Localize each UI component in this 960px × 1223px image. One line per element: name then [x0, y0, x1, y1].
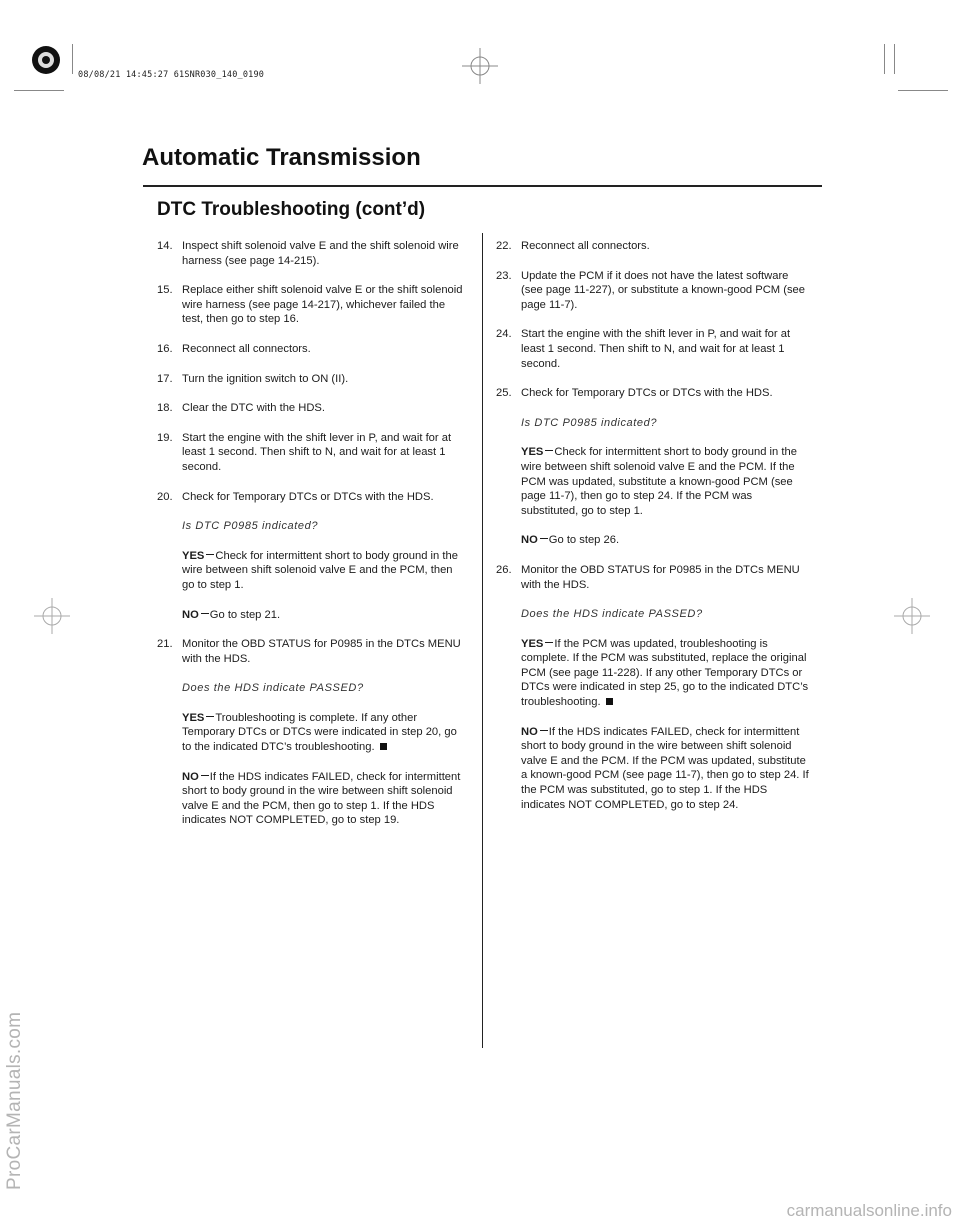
- em-dash: [545, 450, 553, 451]
- answer-no-step-25: [521, 533, 812, 548]
- answer-text: Go to step 26.: [548, 534, 620, 547]
- crosshair-top-icon: [462, 48, 498, 89]
- question-step-25: Is DTC P0985 indicated?: [521, 416, 658, 429]
- step-number: 20.: [157, 490, 173, 503]
- answer-text: Troubleshooting is complete. If any other Temporary DTCs or DTCs were indicated in step 20, go to the indicated DTC’s troubleshooting.: [182, 711, 457, 754]
- step-18: [157, 401, 467, 416]
- step-text: Update the PCM if it does not have the latest software (see page 11-227), or substitute a known-good PCM (see page 11-7).: [521, 269, 805, 311]
- em-dash: [545, 642, 553, 643]
- step-number: 21.: [157, 638, 173, 651]
- header-rule: [143, 185, 822, 187]
- answer-text: Check for intermittent short to body ground in the wire between shift solenoid valve E and the PCM. If the PCM was updated, substitute a known-good PCM (see page 11-7), then go to step 24. If the PCM was substituted, go to step 1.: [521, 446, 797, 517]
- crop-mark: [884, 44, 885, 74]
- question-step-20: Is DTC P0985 indicated?: [182, 520, 319, 533]
- step-20: [157, 490, 467, 505]
- step-text: Check for Temporary DTCs or DTCs with the HDS.: [521, 387, 773, 400]
- step-19: [157, 431, 467, 475]
- em-dash: [201, 775, 209, 776]
- step-15: [157, 283, 467, 327]
- right-column: [496, 239, 812, 827]
- em-dash: [206, 716, 214, 717]
- step-text: Clear the DTC with the HDS.: [182, 402, 325, 415]
- step-text: Monitor the OBD STATUS for P0985 in the DTCs MENU with the HDS.: [182, 638, 461, 665]
- crosshair-right-icon: [894, 598, 930, 639]
- print-stamp: 08/08/21 14:45:27 61SNR030_140_0190: [78, 70, 265, 80]
- page-title: Automatic Transmission: [142, 144, 421, 171]
- step-text: Replace either shift solenoid valve E or the shift solenoid wire harness (see page 14-217), whichever failed the test, then go to step 16.: [182, 284, 463, 326]
- answer-label: YES: [521, 446, 544, 459]
- bottom-watermark: carmanualsonline.info: [786, 1201, 952, 1220]
- em-dash: [540, 538, 548, 539]
- step-21: [157, 637, 467, 666]
- step-text: Check for Temporary DTCs or DTCs with the HDS.: [182, 490, 434, 503]
- crop-mark: [898, 90, 948, 91]
- answer-label: NO: [182, 770, 199, 783]
- step-number: 17.: [157, 372, 173, 385]
- answer-label: YES: [521, 637, 544, 650]
- answer-label: YES: [182, 711, 205, 724]
- em-dash: [201, 613, 209, 614]
- question-step-21: Does the HDS indicate PASSED?: [182, 682, 364, 695]
- step-text: Inspect shift solenoid valve E and the shift solenoid wire harness (see page 14-215).: [182, 240, 459, 267]
- step-text: Start the engine with the shift lever in P, and wait for at least 1 second. Then shift to N, and wait for at least 1 second.: [182, 431, 452, 473]
- answer-text: If the HDS indicates FAILED, check for intermittent short to body ground in the wire between shift solenoid valve E and the PCM. If the PCM was updated, substitute a known-good PCM (see page 11-7), then go to step 24. If the PCM was substituted, go to step 1. If the HDS indicates NOT COMPLETED, go to step 24.: [521, 725, 809, 811]
- step-number: 25.: [496, 387, 512, 400]
- answer-yes-step-26: [521, 637, 812, 710]
- end-of-procedure-icon: [606, 698, 613, 705]
- registration-mark-icon: [28, 42, 64, 83]
- crop-mark: [72, 44, 73, 74]
- step-number: 24.: [496, 328, 512, 341]
- step-text: Turn the ignition switch to ON (II).: [182, 372, 349, 385]
- end-of-procedure-icon: [380, 743, 387, 750]
- answer-yes-step-20: [182, 549, 467, 593]
- step-number: 26.: [496, 563, 512, 576]
- answer-text: If the HDS indicates FAILED, check for intermittent short to body ground in the wire between shift solenoid valve E and the PCM, then go to step 1. If the HDS indicates NOT COMPLETED, go to step 19.: [182, 770, 461, 827]
- answer-yes-step-25: [521, 445, 812, 518]
- crop-mark: [14, 90, 64, 91]
- step-24: [496, 327, 812, 371]
- em-dash: [206, 554, 214, 555]
- step-text: Monitor the OBD STATUS for P0985 in the DTCs MENU with the HDS.: [521, 563, 800, 591]
- step-number: 22.: [496, 240, 512, 252]
- step-16: [157, 342, 467, 357]
- step-14: [157, 239, 467, 268]
- answer-label: NO: [521, 725, 538, 738]
- answer-no-step-26: [521, 725, 812, 813]
- side-watermark: ProCarManuals.com: [4, 1011, 25, 1190]
- step-number: 18.: [157, 402, 173, 415]
- step-text: Start the engine with the shift lever in P, and wait for at least 1 second. Then shift to N, and wait for at least 1 second.: [521, 328, 791, 370]
- answer-text: If the PCM was updated, troubleshooting is complete. If the PCM was substituted, replace the original PCM (see page 11-228). If any other Temporary DTCs or DTCs were indicated in step 25, go to the indicated DTC’s troubleshooting.: [521, 637, 809, 709]
- step-number: 19.: [157, 431, 173, 444]
- step-text: Reconnect all connectors.: [182, 342, 311, 355]
- section-title: DTC Troubleshooting (cont’d): [157, 199, 426, 220]
- step-25: [496, 386, 812, 401]
- step-number: 16.: [157, 342, 173, 355]
- answer-no-step-20: [182, 608, 467, 623]
- em-dash: [540, 730, 548, 731]
- step-text: Reconnect all connectors.: [521, 240, 650, 252]
- step-number: 15.: [157, 284, 173, 297]
- answer-yes-step-21: [182, 711, 467, 755]
- answer-text: Go to step 21.: [209, 608, 281, 621]
- step-22: [496, 239, 812, 254]
- step-23: [496, 269, 812, 313]
- answer-no-step-21: [182, 770, 467, 828]
- answer-label: NO: [521, 534, 538, 547]
- column-divider: [482, 233, 483, 1048]
- answer-label: YES: [182, 549, 205, 562]
- left-column: [157, 239, 467, 843]
- step-26: [496, 563, 812, 592]
- crosshair-left-icon: [34, 598, 70, 639]
- step-17: [157, 372, 467, 387]
- step-number: 14.: [157, 240, 173, 252]
- question-step-26: Does the HDS indicate PASSED?: [521, 608, 703, 621]
- answer-label: NO: [182, 608, 199, 621]
- answer-text: Check for intermittent short to body ground in the wire between shift solenoid valve E and the PCM, then go to step 1.: [182, 549, 458, 591]
- crop-mark: [894, 44, 895, 74]
- step-number: 23.: [496, 269, 512, 282]
